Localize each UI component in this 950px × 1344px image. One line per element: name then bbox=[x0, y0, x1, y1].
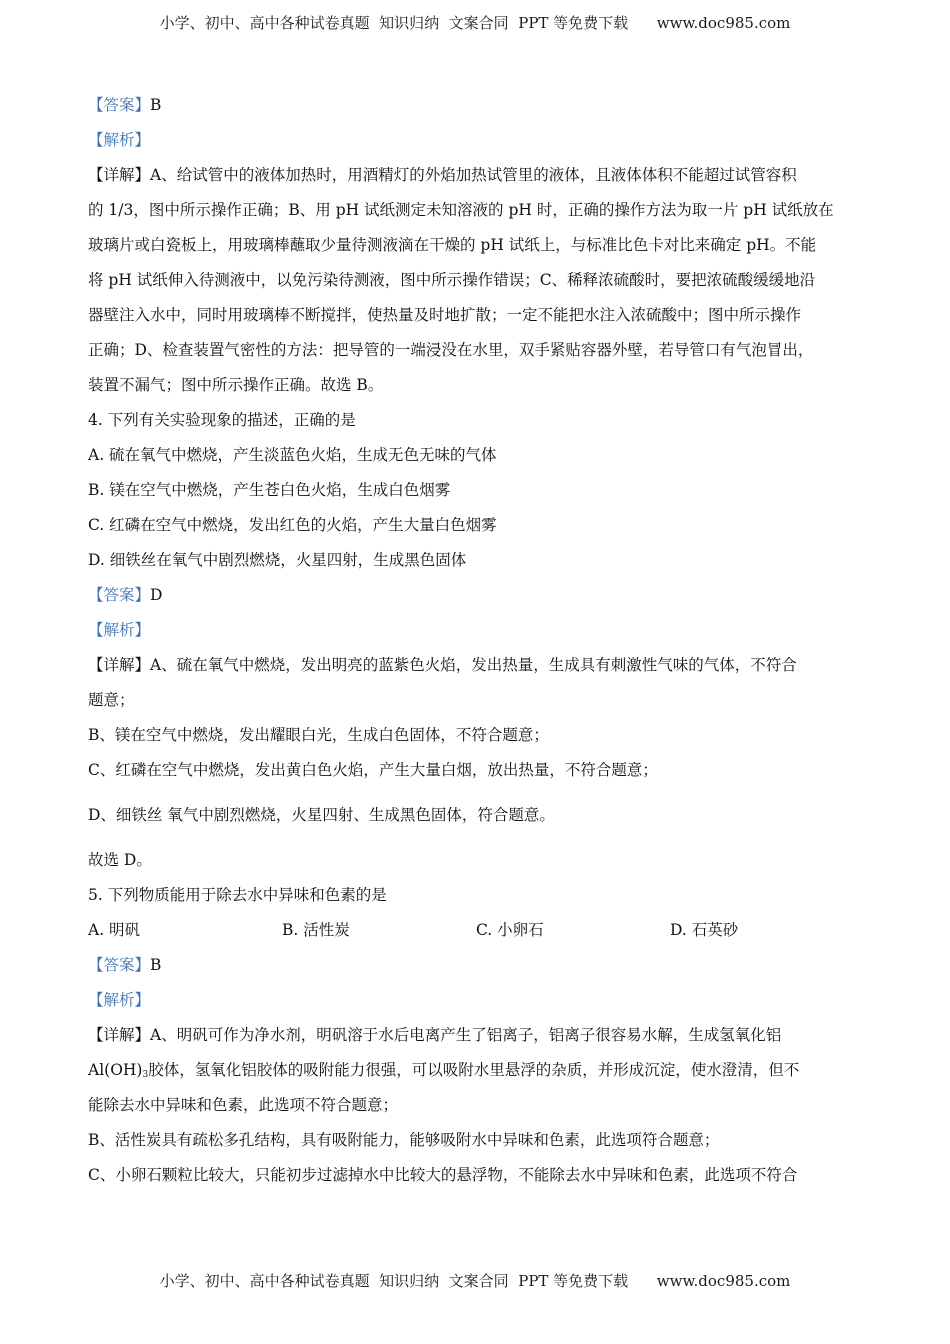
detail-line: 【详解】A、明矾可作为净水剂，明矾溶于水后电离产生了铝离子，铝离子很容易水解，生成氢氧化铝 bbox=[88, 1026, 782, 1044]
question-stem-q4: 4. 下列有关实验现象的描述，正确的是 bbox=[88, 411, 356, 429]
formula-subscript: 3 bbox=[142, 1070, 149, 1080]
detail-line: 玻璃片或白瓷板上，用玻璃棒蘸取少量待测液滴在干燥的 pH 试纸上，与标准比色卡对比来确定 pH。不能 bbox=[88, 236, 817, 254]
detail-line: 的 1/3，图中所示操作正确；B、用 pH 试纸测定未知溶液的 pH 时，正确的操作方法为取一片 pH 试纸放在 bbox=[88, 201, 834, 219]
option-c: C. 红磷在空气中燃烧，发出红色的火焰，产生大量白色烟雾 bbox=[88, 516, 497, 534]
option-b: B. 镁在空气中燃烧，产生苍白色火焰，生成白色烟雾 bbox=[88, 481, 451, 499]
detail-line: 能除去水中异味和色素，此选项不符合题意； bbox=[88, 1096, 399, 1114]
option-a: A. 硫在氧气中燃烧，产生淡蓝色火焰，生成无色无味的气体 bbox=[88, 446, 497, 464]
answer-value: B bbox=[150, 96, 162, 114]
chemical-formula: Al(OH) bbox=[88, 1061, 143, 1079]
answer-value: B bbox=[150, 956, 162, 974]
detail-line: 题意； bbox=[88, 691, 135, 709]
option-c: C. 小卵石 bbox=[476, 921, 544, 939]
page-header: 小学、初中、高中各种试卷真题 知识归纳 文案合同 PPT 等免费下载 www.doc985.com bbox=[159, 14, 791, 32]
analysis-label-q3: 【解析】 bbox=[88, 131, 151, 149]
answer-line-q3 bbox=[88, 88, 868, 123]
document-body bbox=[88, 88, 868, 1193]
detail-line: 器壁注入水中，同时用玻璃棒不断搅拌，使热量及时地扩散；一定不能把水注入浓硫酸中；图中所示操作 bbox=[88, 306, 802, 324]
detail-label: 【详解】 bbox=[88, 166, 151, 184]
options-row-q5 bbox=[88, 913, 868, 948]
detail-line: D、细铁丝 氧气中剧烈燃烧，火星四射、生成黑色固体，符合题意。 bbox=[88, 806, 555, 824]
detail-line: 将 pH 试纸伸入待测液中，以免污染待测液，图中所示操作错误；C、稀释浓硫酸时，要把浓硫酸缓缓地沿 bbox=[88, 271, 816, 289]
option-d: D. 石英砂 bbox=[670, 921, 739, 939]
question-stem-q5: 5. 下列物质能用于除去水中异味和色素的是 bbox=[88, 886, 387, 904]
answer-line-q5 bbox=[88, 948, 868, 983]
detail-label: 【详解】 bbox=[88, 1026, 151, 1044]
page-footer: 小学、初中、高中各种试卷真题 知识归纳 文案合同 PPT 等免费下载 www.doc985.com bbox=[159, 1272, 791, 1290]
option-b: B. 活性炭 bbox=[282, 921, 350, 939]
detail-label: 【详解】 bbox=[88, 656, 151, 674]
detail-line: 正确；D、检查装置气密性的方法：把导管的一端浸没在水里，双手紧贴容器外壁，若导管口有气泡冒出， bbox=[88, 341, 814, 359]
analysis-label-q4: 【解析】 bbox=[88, 621, 151, 639]
answer-label: 【答案】 bbox=[88, 956, 151, 974]
answer-value: D bbox=[150, 586, 163, 604]
detail-line: 装置不漏气；图中所示操作正确。故选 B。 bbox=[88, 376, 384, 394]
answer-line-q4 bbox=[88, 578, 868, 613]
detail-line: 故选 D。 bbox=[88, 851, 152, 869]
detail-line: B、活性炭具有疏松多孔结构，具有吸附能力，能够吸附水中异味和色素，此选项符合题意； bbox=[88, 1131, 720, 1149]
detail-line: B、镁在空气中燃烧，发出耀眼白光，生成白色固体，不符合题意； bbox=[88, 726, 549, 744]
option-a: A. 明矾 bbox=[88, 921, 141, 939]
detail-line: C、小卵石颗粒比较大，只能初步过滤掉水中比较大的悬浮物，不能除去水中异味和色素，此选项不符合 bbox=[88, 1166, 798, 1184]
option-d: D. 细铁丝在氧气中剧烈燃烧，火星四射，生成黑色固体 bbox=[88, 551, 467, 569]
answer-label: 【答案】 bbox=[88, 586, 151, 604]
detail-line: 【详解】A、给试管中的液体加热时，用酒精灯的外焰加热试管里的液体，且液体体积不能超过试管容积 bbox=[88, 166, 797, 184]
analysis-label-q5: 【解析】 bbox=[88, 991, 151, 1009]
answer-label: 【答案】 bbox=[88, 96, 151, 114]
detail-line-formula: $Al(OH)_3$胶体，氢氧化铝胶体的吸附能力很强，可以吸附水里悬浮的杂质，并形成沉淀，使水澄清，但不 bbox=[88, 1061, 800, 1080]
detail-line: C、红磷在空气中燃烧，发出黄白色火焰，产生大量白烟，放出热量，不符合题意； bbox=[88, 761, 658, 779]
detail-line: 【详解】A、硫在氧气中燃烧，发出明亮的蓝紫色火焰，发出热量，生成具有刺激性气味的气体，不符合 bbox=[88, 656, 797, 674]
